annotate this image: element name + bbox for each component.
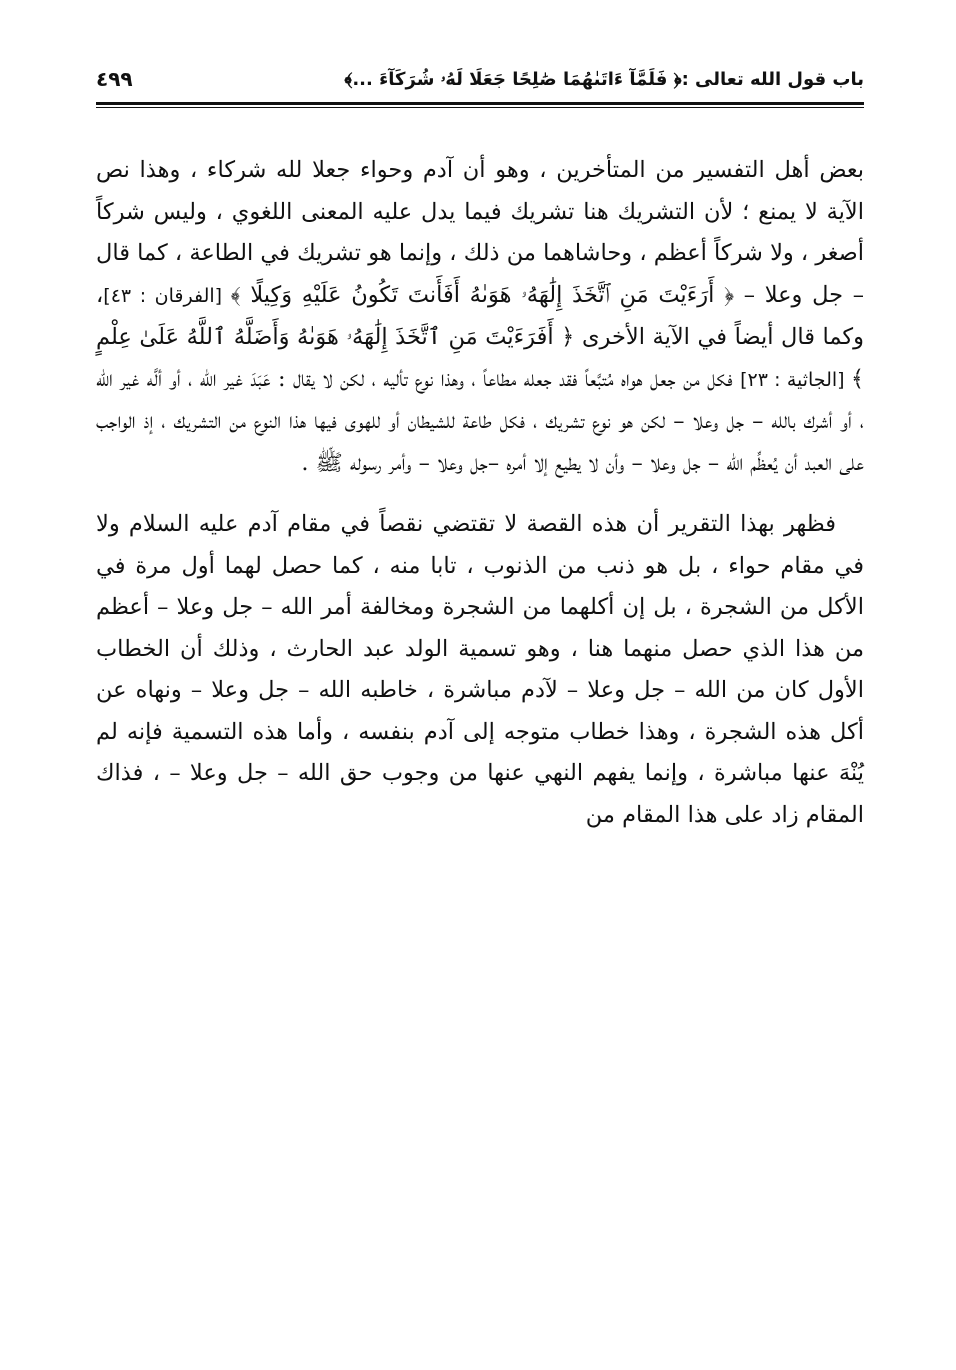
paragraph-text: ، وكما قال أيضاً في الآية الأخرى (96, 281, 865, 350)
paragraph-text: فظهر بهذا التقرير أن هذه القصة لا تقتضي نقصاً في مقام آدم عليه السلام ولا في مقام حواء ، بل هو ذنب من الذنوب ، تابا منه ، كما حصل لهما أول مرة في الأكل من الشجرة ، بل إن أكلهما من الشجرة ومخالفة أمر الله – جل وعلا – أعظم من هذا الذي حصل منهما هنا ، وهو تسمية الولد عبد الحارث ، وذلك أن الخطاب الأول كان من الله – جل وعلا – لآدم مباشرة ، خاطبه الله – جل وعلا – ونهاه عن أكل هذه الشجرة ، وهذا خطاب متوجه إلى آدم بنفسه ، وأما هذه التسمية فإنه لم يُنْهَ عنها مباشرة ، وإنما يفهم النهي عنها من وجوب حق الله – جل وعلا – ، فذاك المقام زاد على هذا المقام من (96, 511, 864, 828)
verse-reference: [الفرقان : ٤٣] (103, 284, 231, 307)
paragraph-text: فكل من جعل هواه مُتبَّعاً فقد جعله مطاعاً ، وهذا نوع تأليه ، لكن لا يقال : عَبَدَ غير الله ، أو ألَّه غير الله ، أو أشرك بالله – جل وعلا – لكن هو نوع تشريك ، فكل طاعة للشيطان أو للهوى فيها هذا النوع من التشريك ، إذ الواجب على العبد أن يُعظِّم الله – جل وعلا – وأن لا يطيع إلا أمره –جل وعلا – وأمر رسوله ﷺ . (96, 365, 864, 476)
page-number: ٤٩٩ (96, 67, 133, 91)
quran-verse: ﴿ أَرَءَيْتَ مَنِ ٱتَّخَذَ إِلَٰهَهُۥ هَوَىٰهُ أَفَأَنتَ تَكُونُ عَلَيْهِ وَكِيلًا ﴾ (230, 281, 735, 308)
running-header (96, 56, 864, 102)
chapter-title: باب قول الله تعالى :﴿ فَلَمَّآ ءَاتَىٰهُمَا صَٰلِحًا جَعَلَا لَهُۥ شُرَكَآءَ ...﴾ (344, 68, 864, 90)
book-page (96, 56, 864, 1306)
quran-verse: ﴿ أَفَرَءَيْتَ مَنِ ٱتَّخَذَ إِلَٰهَهُۥ هَوَىٰهُ وَأَضَلَّهُ ٱللَّهُ عَلَىٰ عِلْمٍ ﴾ (96, 324, 864, 392)
body-text (96, 150, 864, 836)
paragraph-1 (96, 150, 864, 484)
verse-reference: [الجاثية : ٢٣] (740, 368, 851, 391)
paragraph-text: بعض أهل التفسير من المتأخرين ، وهو أن آدم وحواء جعلا لله شركاء ، وهذا نص الآية لا يمنع ؛ لأن التشريك هنا تشريك فيما يدل عليه المعنى اللغوي ، وليس شركاً أصغر ، ولا شركاً أعظم ، وحاشاهما من ذلك ، وإنما هو تشريك في الطاعة ، كما قال – جل وعلا – (96, 157, 864, 308)
paragraph-2 (96, 504, 864, 836)
header-rule (96, 102, 864, 108)
